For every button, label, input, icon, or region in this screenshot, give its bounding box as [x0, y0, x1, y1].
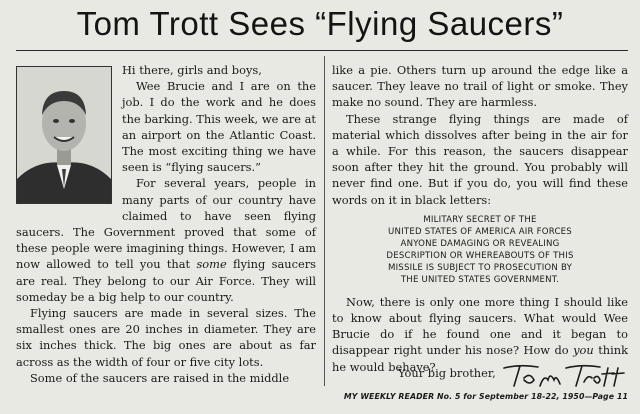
portrait-photo-icon	[16, 66, 112, 204]
paragraph-4-continued: like a pie. Others turn up around the edge like a saucer. They leave no trail of light or smoke. They make no sound. They are harmless.	[332, 63, 628, 110]
notice-line: DESCRIPTION OR WHEREABOUTS OF THIS	[386, 250, 574, 261]
signature-icon	[500, 360, 628, 390]
notice-line: ANYONE DAMAGING OR REVEALING	[400, 238, 560, 249]
paragraph-2: For several years, people in many parts of our country have claimed to have seen flying saucers. The Government proved that some of these people were imagining things. However, I am now allowed to tell you that some flying saucers are real. They belong to our Air Force. They will someday be a big help to our country.	[16, 176, 316, 304]
greeting: Hi there, girls and boys,	[122, 63, 262, 77]
column-divider	[324, 56, 325, 386]
notice-line: UNITED STATES OF AMERICA AIR FORCES	[388, 226, 572, 237]
right-column	[332, 62, 628, 375]
paragraph-1: Wee Brucie and I are on the job. I do the work and he does the barking. This week, we are at an airport on the Atlantic Coast. The most exciting thing we have seen is “flying saucers.”	[122, 79, 316, 175]
article-title: Tom Trott Sees “Flying Saucers”	[76, 5, 564, 42]
paragraph-3: Flying saucers are made in several sizes. The smallest ones are 20 inches in diameter. They are six inches thick. The big ones are about as far across as the width of four or five city lots.	[16, 306, 316, 369]
notice-line: MISSILE IS SUBJECT TO PROSECUTION BY	[387, 262, 573, 273]
page-footer: MY WEEKLY READER No. 5 for September 18-22, 1950—Page 11	[343, 392, 628, 401]
notice-line: THE UNITED STATES GOVERNMENT.	[400, 274, 560, 285]
paragraph-5: These strange flying things are made of material which dissolves after being in the air for a while. For this reason, the saucers disappear soon after they hit the ground. You probably will never find one. But if you do, you will find these words on it in black letters:	[332, 111, 628, 207]
title-rule	[16, 50, 628, 51]
left-column	[16, 62, 316, 386]
notice-line: MILITARY SECRET OF THE	[423, 214, 537, 225]
paragraph-6: Now, there is only one more thing I should like to know about flying saucers. What would Wee Brucie do if he found one and it began to disappear right under his nose? How do you think he would behave?	[332, 294, 628, 374]
military-notice	[332, 214, 628, 286]
paragraph-4: Some of the saucers are raised in the middle	[30, 370, 290, 385]
signoff: Your big brother,	[398, 366, 496, 380]
